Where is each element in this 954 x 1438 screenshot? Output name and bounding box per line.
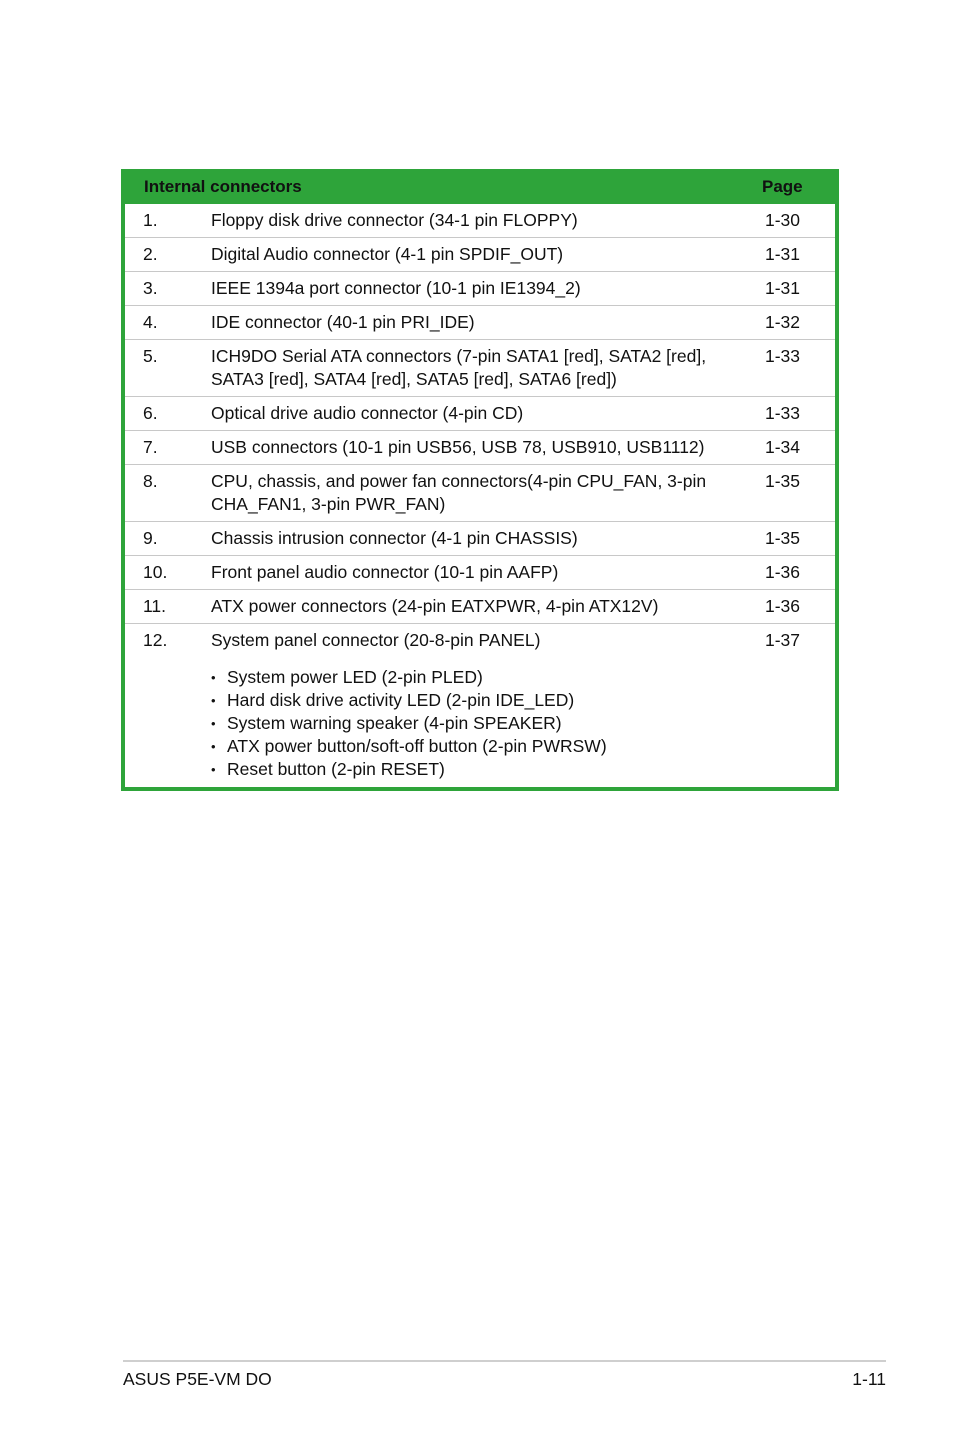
row-description: IDE connector (40-1 pin PRI_IDE) [211, 312, 475, 332]
row-page: 1-32 [765, 312, 801, 332]
row-page: 1-35 [765, 528, 801, 548]
row-page: 1-35 [765, 471, 801, 491]
table-row [125, 272, 835, 306]
row-number: 8. [143, 471, 158, 491]
row-number: 2. [143, 244, 158, 264]
row-number: 6. [143, 403, 158, 423]
row-page: 1-33 [765, 346, 801, 366]
header-page: Page [762, 176, 803, 196]
row-description: System panel connector (20-8-pin PANEL) [211, 630, 541, 650]
table-row [125, 397, 835, 431]
footer-page-number: 1-11 [852, 1369, 886, 1389]
row-number: 9. [143, 528, 158, 548]
row-description: Chassis intrusion connector (4-1 pin CHASSIS) [211, 528, 578, 548]
row-description: Floppy disk drive connector (34-1 pin FLOPPY) [211, 210, 578, 230]
list-item: • ATX power button/soft-off button (2-pin PWRSW) [211, 735, 737, 758]
list-item: • System power LED (2-pin PLED) [211, 666, 737, 689]
table-row [125, 431, 835, 465]
row-number: 3. [143, 278, 158, 298]
row-page: 1-34 [765, 437, 801, 457]
row-number: 7. [143, 437, 158, 457]
row-number: 5. [143, 346, 158, 366]
row-description: ATX power connectors (24-pin EATXPWR, 4-pin ATX12V) [211, 596, 659, 616]
row-number: 4. [143, 312, 158, 332]
row-number: 11. [143, 596, 167, 616]
header-title: Internal connectors [144, 176, 302, 196]
row-description: ICH9DO Serial ATA connectors (7-pin SATA1 [red], SATA2 [red], SATA3 [red], SATA4 [red], SATA5 [red], SATA6 [red]) [211, 346, 707, 389]
row-description: IEEE 1394a port connector (10-1 pin IE1394_2) [211, 278, 581, 298]
row-page: 1-30 [765, 210, 801, 230]
list-item: • Reset button (2-pin RESET) [211, 758, 737, 781]
table-row [125, 522, 835, 556]
list-item: • Hard disk drive activity LED (2-pin IDE_LED) [211, 689, 737, 712]
row-page: 1-37 [765, 630, 801, 650]
row-description: CPU, chassis, and power fan connectors(4-pin CPU_FAN, 3-pin CHA_FAN1, 3-pin PWR_FAN) [211, 471, 707, 514]
row-page: 1-33 [765, 403, 801, 423]
panel-connector-list [211, 666, 737, 781]
row-page: 1-31 [765, 244, 801, 264]
row-description: Digital Audio connector (4-1 pin SPDIF_OUT) [211, 244, 564, 264]
table-row [125, 590, 835, 624]
table-row [125, 340, 835, 397]
table-row [125, 204, 835, 238]
row-number: 10. [143, 562, 168, 582]
row-page: 1-31 [765, 278, 801, 298]
internal-connectors-table [121, 169, 839, 791]
footer-divider [123, 1360, 886, 1362]
table-row [125, 624, 835, 787]
table-row [125, 238, 835, 272]
row-page: 1-36 [765, 596, 801, 616]
table-row [125, 306, 835, 340]
row-description: USB connectors (10-1 pin USB56, USB 78, USB910, USB1112) [211, 437, 705, 457]
row-number: 12. [143, 630, 168, 650]
row-number: 1. [143, 210, 158, 230]
row-description-group [211, 629, 747, 781]
row-page: 1-36 [765, 562, 801, 582]
table-row [125, 556, 835, 590]
footer-product-name: ASUS P5E-VM DO [123, 1369, 272, 1389]
table-row [125, 465, 835, 522]
list-item: • System warning speaker (4-pin SPEAKER) [211, 712, 737, 735]
table-header [121, 169, 839, 204]
row-description: Front panel audio connector (10-1 pin AAFP) [211, 562, 559, 582]
row-description: Optical drive audio connector (4-pin CD) [211, 403, 524, 423]
